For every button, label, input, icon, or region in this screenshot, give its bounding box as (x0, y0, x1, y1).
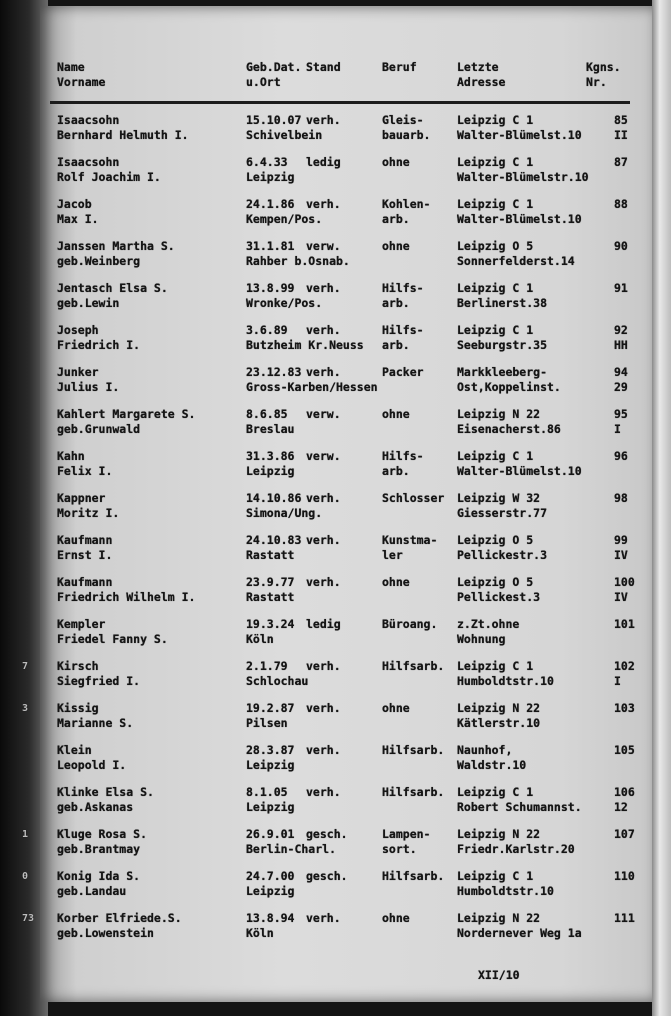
entry-birth: 24.7.00 Leipzig (246, 869, 295, 898)
entry-birth: 8.6.85 Breslau (246, 407, 295, 436)
entry-number: 106 12 (614, 785, 635, 814)
entry-status: verh. (306, 281, 341, 295)
entry-name: Kaufmann Ernst I. (57, 533, 113, 562)
entry-number: 94 29 (614, 365, 628, 394)
entry-address: Leipzig O 5 Pellickest.3 (457, 575, 541, 604)
entry-address: Leipzig N 22 Friedr.Karlstr.20 (457, 827, 575, 856)
entry-status: verh. (306, 743, 341, 757)
entry-birth: 23.12.83 Gross-Karben/Hessen (246, 365, 378, 394)
entry-birth: 6.4.33 Leipzig (246, 155, 295, 184)
entry-birth: 8.1.05 Leipzig (246, 785, 295, 814)
entry-birth: 24.1.86 Kempen/Pos. (246, 197, 323, 226)
entry-occupation: Hilfsarb. (382, 785, 445, 799)
entry-address: Leipzig N 22 Eisenacherst.86 (457, 407, 561, 436)
entry-address: Leipzig C 1 Seeburgstr.35 (457, 323, 548, 352)
entry-status: ledig (306, 617, 341, 631)
entry-status: verh. (306, 113, 341, 127)
entry-address: Leipzig W 32 Giesserstr.77 (457, 491, 548, 520)
entry-occupation: Kohlen- arb. (382, 197, 431, 226)
entry-status: verw. (306, 449, 341, 463)
entry-number: 98 (614, 491, 628, 505)
entry-occupation: Schlosser (382, 491, 445, 505)
entry-address: Leipzig C 1 Robert Schumannst. (457, 785, 582, 814)
entry-status: gesch. (306, 869, 348, 883)
page-footer-number: XII/10 (478, 968, 520, 982)
entry-birth: 24.10.83 Rastatt (246, 533, 302, 562)
header-number: Kgns. Nr. (586, 60, 621, 89)
entry-name: Kirsch Siegfried I. (57, 659, 141, 688)
entry-status: verh. (306, 365, 341, 379)
entry-address: Leipzig C 1 Walter-Blümelstr.10 (457, 155, 589, 184)
entry-status: verh. (306, 575, 341, 589)
entry-name: Kahn Felix I. (57, 449, 113, 478)
entry-name: Kahlert Margarete S. geb.Grunwald (57, 407, 196, 436)
entry-occupation: ohne (382, 701, 410, 715)
entry-birth: 13.8.99 Wronke/Pos. (246, 281, 323, 310)
entry-birth: 23.9.77 Rastatt (246, 575, 295, 604)
entry-address: Leipzig C 1 Walter-Blümelst.10 (457, 113, 582, 142)
entry-name: Korber Elfriede.S. geb.Lowenstein (57, 911, 182, 940)
entry-address: Leipzig C 1 Walter-Blümelst.10 (457, 449, 582, 478)
entry-name: Jacob Max I. (57, 197, 99, 226)
header-rule (50, 101, 630, 104)
entry-number: 85 II (614, 113, 628, 142)
entry-status: verh. (306, 491, 341, 505)
entry-name: Janssen Martha S. geb.Weinberg (57, 239, 175, 268)
entry-status: ledig (306, 155, 341, 169)
entry-occupation: Hilfsarb. (382, 869, 445, 883)
header-born: Geb.Dat. u.Ort (246, 60, 302, 89)
entry-occupation: Hilfs- arb. (382, 281, 424, 310)
entry-number: 107 (614, 827, 635, 841)
entry-birth: 28.3.87 Leipzig (246, 743, 295, 772)
entry-name: Kaufmann Friedrich Wilhelm I. (57, 575, 196, 604)
entry-margin-mark: 73 (22, 913, 35, 924)
header-stand: Stand (306, 60, 341, 74)
entry-name: Kempler Friedel Fanny S. (57, 617, 168, 646)
entry-name: Joseph Friedrich I. (57, 323, 141, 352)
entry-status: verw. (306, 239, 341, 253)
entry-margin-mark: 3 (22, 703, 29, 714)
entry-address: Leipzig C 1 Humboldtstr.10 (457, 659, 554, 688)
entry-number: 103 (614, 701, 635, 715)
entry-occupation: Kunstma- ler (382, 533, 438, 562)
entry-number: 88 (614, 197, 628, 211)
entry-birth: 14.10.86 Simona/Ung. (246, 491, 323, 520)
entry-number: 111 (614, 911, 635, 925)
entry-name: Kluge Rosa S. geb.Brantmay (57, 827, 148, 856)
entry-name: Kissig Marianne S. (57, 701, 134, 730)
entry-occupation: ohne (382, 407, 410, 421)
entry-number: 90 (614, 239, 628, 253)
page-edge (652, 0, 671, 1016)
entry-address: Markkleeberg- Ost,Koppelinst. (457, 365, 561, 394)
entry-occupation: ohne (382, 575, 410, 589)
entry-birth: 19.3.24 Köln (246, 617, 295, 646)
entry-birth: 2.1.79 Schlochau (246, 659, 309, 688)
entry-occupation: Hilfsarb. (382, 659, 445, 673)
entry-address: Leipzig C 1 Walter-Blümelst.10 (457, 197, 582, 226)
entry-occupation: ohne (382, 911, 410, 925)
header-name: Name Vorname (57, 60, 106, 89)
entry-occupation: Lampen- sort. (382, 827, 431, 856)
entry-address: z.Zt.ohne Wohnung (457, 617, 520, 646)
entry-occupation: Hilfs- arb. (382, 323, 424, 352)
entry-status: verh. (306, 911, 341, 925)
entry-number: 99 IV (614, 533, 628, 562)
entry-status: verh. (306, 659, 341, 673)
entry-name: Isaacsohn Bernhard Helmuth I. (57, 113, 189, 142)
entry-birth: 13.8.94 Köln (246, 911, 295, 940)
entry-occupation: Hilfs- arb. (382, 449, 424, 478)
entry-status: verh. (306, 533, 341, 547)
entry-name: Klinke Elsa S. geb.Askanas (57, 785, 154, 814)
entry-occupation: Gleis- bauarb. (382, 113, 431, 142)
entry-number: 91 (614, 281, 628, 295)
header-beruf: Beruf (382, 60, 417, 74)
entry-birth: 19.2.87 Pilsen (246, 701, 295, 730)
entry-address: Leipzig O 5 Pellickestr.3 (457, 533, 548, 562)
entry-birth: 3.6.89 Butzheim Kr.Neuss (246, 323, 364, 352)
entry-name: Junker Julius I. (57, 365, 120, 394)
entry-address: Leipzig C 1 Humboldtstr.10 (457, 869, 554, 898)
entry-margin-mark: 7 (22, 661, 29, 672)
entry-status: verh. (306, 701, 341, 715)
entry-occupation: Büroang. (382, 617, 438, 631)
entry-address: Naunhof, Waldstr.10 (457, 743, 527, 772)
entry-number: 102 I (614, 659, 635, 688)
entry-number: 101 (614, 617, 635, 631)
entry-occupation: ohne (382, 239, 410, 253)
entry-address: Leipzig O 5 Sonnerfelderst.14 (457, 239, 575, 268)
entry-address: Leipzig N 22 Kätlerstr.10 (457, 701, 541, 730)
entry-number: 92 HH (614, 323, 628, 352)
entry-name: Jentasch Elsa S. geb.Lewin (57, 281, 168, 310)
entry-occupation: Packer (382, 365, 424, 379)
entry-birth: 15.10.07 Schivelbein (246, 113, 323, 142)
entry-name: Isaacsohn Rolf Joachim I. (57, 155, 161, 184)
entry-name: Konig Ida S. geb.Landau (57, 869, 141, 898)
entry-status: verw. (306, 407, 341, 421)
header-address: Letzte Adresse (457, 60, 506, 89)
entry-status: verh. (306, 197, 341, 211)
entry-birth: 31.3.86 Leipzig (246, 449, 295, 478)
entry-occupation: Hilfsarb. (382, 743, 445, 757)
entry-margin-mark: 0 (22, 871, 29, 882)
entry-status: verh. (306, 323, 341, 337)
entry-name: Klein Leopold I. (57, 743, 127, 772)
entry-margin-mark: 1 (22, 829, 29, 840)
entry-birth: 26.9.01 Berlin-Charl. (246, 827, 337, 856)
entry-number: 110 (614, 869, 635, 883)
entry-occupation: ohne (382, 155, 410, 169)
entry-address: Leipzig C 1 Berlinerst.38 (457, 281, 548, 310)
entry-number: 96 (614, 449, 628, 463)
entry-status: verh. (306, 785, 341, 799)
entry-name: Kappner Moritz I. (57, 491, 120, 520)
entry-birth: 31.1.81 Rahber b.Osnab. (246, 239, 350, 268)
entry-number: 105 (614, 743, 635, 757)
entry-status: gesch. (306, 827, 348, 841)
entry-address: Leipzig N 22 Nordernever Weg 1a (457, 911, 582, 940)
entry-number: 100 IV (614, 575, 635, 604)
entry-number: 87 (614, 155, 628, 169)
entry-number: 95 I (614, 407, 628, 436)
